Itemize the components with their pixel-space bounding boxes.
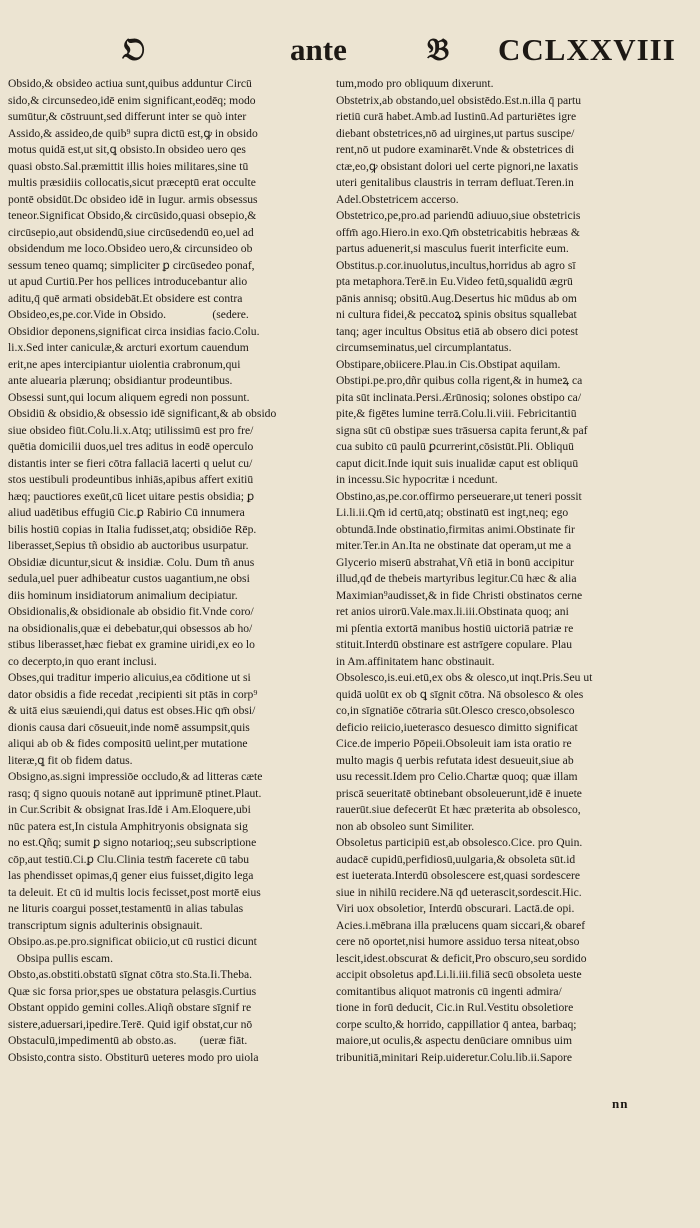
text-line: Obsipa pullis escam. [8,951,113,965]
text-line: sessum teneo quamq; simpliciter ꝑ circūsedeo ponaf, [8,258,255,272]
text-line: rasq; q̄ signo quouis notanē aut ipprimunē ptinet.Plaut. [8,786,262,800]
text-line: siue in nihilū recidere.Nā qđ ueterascit,sordescit.Hic. [336,885,582,899]
text-line: mi pſentia extortā manibus hostiū uictoriā patriæ re [336,621,574,635]
text-line: cere nō oportet,nisi humore assiduo tersa niteat,obso [336,935,580,948]
text-line: pita sūt inclinata.Persi.Ærūnosiq; solones obstipo ca/ [336,390,582,404]
text-line: signa sūt cū obstipæ sues trāsuersa capita ferunt,& paf [336,423,588,437]
text-line: Obstant oppido gemini colles.Aliqñ obstare sīgnif re [8,1001,252,1014]
text-line: quidā uolūt ex ob ꝗ sīgnit cōtra. Nā obsolesco & oles [336,687,584,701]
text-line: li.x.Sed inter caniculæ,& arcturi exortum cauendum [8,341,249,354]
text-line: est iueterata.Interdū obsolescere est,quasi sordescere [336,869,581,882]
text-line: tribunitiā,minitari Reip.uideretur.Colu.lib.ii.Sapore [336,1050,573,1064]
text-line: pānis annisq; obsitū.Aug.Desertus hic mūdus ab om [336,291,577,305]
text-line: co decerpto,in quo erant inclusi. [8,654,157,668]
text-line: uteri genitalibus claustris in terram defluat.Teren.in [336,176,574,189]
text-line: Obstetrix,ab obstando,uel obsistēdo.Est.n.illa q̄ partu [336,93,582,107]
running-head-word: ante [290,32,347,67]
text-line: aliud uadētibus effugiū Cic.ꝑ Rabirio Cū innumera [8,506,245,519]
text-line: Obsolesco,is.eui.etū,ex obs & olesco,ut inqt.Pris.Seu ut [336,671,593,684]
text-line: in incessu.Sic hypocritæ i ncedunt. [336,473,498,486]
text-line: miter.Ter.in An.Ita ne obstinate dat operam,ut me a [336,539,572,552]
text-line: co,in sīgnatiōe cōtraria sūt.Olesco cresco,obsolesco [336,704,575,717]
text-line: hæq; pauctiores exeūt,cū licet uitare pestis obsidia; ꝑ [8,489,255,503]
text-line: non ab obsoleo sunt Similiter. [336,819,475,833]
text-line: partus aduenerit,si masculus fuerit interficite eum. [336,242,569,255]
text-line: Obsoletus participiū est,ab obsolesco.Cice. pro Quin. [336,836,583,849]
text-line: Obsidionalis,& obsidionale ab obsidio fit.Vnde coro/ [8,605,254,618]
text-line: las phendisset opimas,q̄ gener eius fuisset,digito lega [8,869,254,882]
text-line: Viri uox obsoletior, Interdū obscurari. Lactā.de opi. [336,902,575,915]
ornamental-letter-right: 𝔅 [427,32,450,67]
text-line: Obsideo,es,pe.cor.Vide in Obsido. (sedere. [8,308,249,321]
text-line: multo magis q̄ uerbis refutata idest desueuit,siue ab [336,753,574,767]
text-line: lescit,idest.obscurat & deficit,Pro obscuro,seu sordido [336,951,587,965]
text-line: obtundā.Inde obstinatio,firmitas animi.Obstinate fir [336,522,575,536]
text-line: Cice.de imperio Pōpeii.Obsoleuit iam ista oratio re [336,737,572,750]
text-line: Glycerio miserū abstrahat,Vñ etiā in bonū accipitur [336,555,574,569]
text-line: sedula,uel puer adhibeatur custos uagantium,ne obsi [8,572,250,585]
text-line: cua subito cū paulū ꝑcurrerint,cōsistūt.Pli. Obliquū [336,440,574,453]
text-line: ta deleuit. Et cū id multis locis fecisset,post mortē eius [8,885,261,899]
text-line: distantis inter se fieri cōtra fallaciā lacerti q uelut cu/ [8,456,253,470]
text-line: nūc patera est,In cistula Amphitryonis obsignata sig [8,819,248,833]
ornamental-letter-left: 𝔒 [122,32,146,67]
text-line: tum,modo pro obliquum dixerunt. [336,77,494,90]
text-line: circumseminatus,uel circumplantatus. [336,341,512,354]
text-line: siue obsideo fiūt.Colu.li.x.Atq; utilissimū est pro fre/ [8,423,254,437]
text-line: Assido,& assideo,de quib⁹ supra dictū est,ꝙ in obsido [8,126,258,140]
text-line: Obsidiū & obsidio,& obsessio idē significant,& ab obsido [8,407,277,420]
text-line: stos uestibuli prodeuntibus inhiās,apibus affert exitiū [8,473,254,486]
text-line: Obstetrico,pe,pro.ad pariendū adiuuo,siue obstetricis [336,209,581,222]
text-line: na obsidionalis,quæ ei debebatur,qui obsessos ab ho/ [8,621,253,635]
text-line: illud,qđ de thebeis martyribus legitur.Cū hæc & alia [336,572,577,585]
text-line: dator obsidis a fide recedat ,recipienti sit ptās in corp⁹ [8,687,258,701]
text-line: sido,& circunsedeo,idē enim significant,eodēq; modo [8,93,256,107]
text-line: ne lituris coargui posset,testamentū in alias tabulas [8,902,244,915]
text-line: cōp,aut testiū.Ci.ꝑ Clu.Clinia testm̄ facerete cū tabu [8,852,250,866]
text-line: offm̄ ago.Hiero.in exo.Qm̄ obstetricabitis hebræas & [336,225,580,239]
text-line: stibus liberasset,hæc fiebat ex gramine uiridi,ex eo lo [8,638,255,651]
text-line: Obsidior deponens,significat circa insidias facio.Colu. [8,324,260,338]
text-line: stituit.Interdū obstinare est astrīgere copulare. Plau [336,638,572,651]
text-line: erit,ne apes intercipiantur uiolentia crabronum,qui [8,357,241,371]
text-line: Obsidiæ dicuntur,sicut & insidiæ. Colu. Dum tñ anus [8,555,255,569]
text-line: pontē obsidūt.Dc obsideo idē in Iugur. armis obsessus [8,192,258,206]
text-line: liberasset,Sepius tñ obsidio ab auctoribus usurpatur. [8,539,249,552]
text-line: Obsigno,as.signi impressiōe occludo,& ad litteras cæte [8,770,263,783]
text-line: diis hominum insidiatorum animalium decipiatur. [8,588,238,602]
text-line: aditu,q̄ quē armati obsidebāt.Et obsidere est contra [8,291,243,305]
text-line: literæ,ꝗ fit ob fidem datus. [8,753,133,767]
text-line: tanq; ager incultus Obsitus etiā ab obsero dici potest [336,324,579,338]
text-line: bilis hostiū copias in Italia fudisset,atq; obsidiōe Rēp. [8,522,257,536]
text-line: Obsisto,contra sisto. Obstiturū ueteres modo pro uiola [8,1050,259,1064]
folio-number: CCLXXVIII [498,32,676,67]
text-line: in Cur.Scribit & obsignat Iras.Idē i Am.Eloquere,ubi [8,803,251,816]
text-line: ctæ,eo,ꝙ obsistant dolori uel certe pignori,ne laxatis [336,159,579,173]
text-line: dionis causa dari cōsueuit,inde nomē assumpsit,quis [8,720,250,734]
running-head [0,32,700,72]
text-line: Li.li.ii.Qm̄ id certū,atq; obstinatū est ingt,neq; ego [336,506,569,519]
text-line: audacē cupidū,perfidiosū,uulgaria,& obsoleta sūt.id [336,852,576,866]
signature-mark: nn [612,1096,629,1111]
text-line: maiore,ut oculis,& aspectu denūciare omnibus uim [336,1034,573,1047]
text-line: Obstipi.pe.pro,dñr quibus colla rigent,& in humeꝝ ca [336,374,583,387]
text-line: Maximian⁹audisset,& in fide Christi obstinatos cerne [336,588,583,602]
text-line: Obsto,as.obstiti.obstatū sīgnat cōtra sto.Sta.Ii.Theba. [8,968,253,981]
text-line: ut apud Curtiū.Per hos pellices introducebantur alio [8,275,248,288]
text-line: diebant obstetrices,nō ad uirgines,ut partus suscipe/ [336,126,575,140]
left-text-column [8,76,345,1136]
text-line: in Am.affinitatem hanc obstinauit. [336,654,495,668]
text-line: Obses,qui traditur imperio alicuius,ea cōditione ut si [8,671,251,684]
text-line: Obstino,as,pe.cor.offirmo perseuerare,ut teneri possit [336,489,582,503]
text-line: ni cultura fidei,& peccatoꝝ spinis obsitus squallebat [336,308,577,321]
text-line: corpe sculto,& horrido, cappillatior q̄ antea, barbaq; [336,1017,577,1031]
text-line: deficio reiicio,iueterasco desuesco dimitto significat [336,720,578,734]
text-line: teneor.Significat Obsido,& circūsido,quasi obsepio,& [8,209,257,222]
text-line: multis præsidiis collocatis,sicut præceptū erat occulte [8,176,256,189]
text-line: & uitā eius sæuiendi,qui datus est obses.Hic qm̄ obsi/ [8,704,256,717]
text-line: sistere,aduersari,ipedire.Terē. Quid igif obstat,cur nō [8,1017,253,1031]
text-line: quasi obsto.Sal.præmittit illis hoies militares,sine tū [8,159,249,173]
text-line: Obstitus.p.cor.inuolutus,incultus,horridus ab agro sī [336,258,576,272]
text-line: transcriptum signis adulterinis obsignauit. [8,918,203,932]
text-line: accipit obsoletus apđ.Li.li.iii.filiā secū obsoleta ueste [336,968,582,981]
right-text-column [336,76,696,1116]
text-line: Obstaculū,impedimentū ab obsto.as. (ueræ fiāt. [8,1034,248,1047]
text-line: motus quidā est,ut sit,ꝗ obsisto.In obsideo uero qes [8,143,246,156]
text-line: rietiū curā habet.Amb.ad Iustinū.Ad parturiētes igre [336,110,577,123]
text-line: no est.Qñq; sumit ꝑ signo notarioq;,seu subscriptione [8,836,257,849]
text-line: pite,& figētes lumine terrā.Colu.li.viii. Febricitantiū [336,407,577,420]
text-line: Adel.Obstetricem accerso. [336,192,459,206]
text-line: caput dicit.Inde iquit suis inualidæ caput est obliquū [336,456,579,470]
text-line: rauerūt.siue defecerūt Et hæc præterita ab obsolesco, [336,803,581,816]
text-line: Obsipo.as.pe.pro.significat obiicio,ut cū rustici dicunt [8,935,257,948]
text-line: aliqui ab ob & fides compositū uelint,per mutatione [8,737,248,750]
text-line: sumūtur,& cōstruunt,sed differunt inter se quò inter [8,110,247,123]
text-line: Acies.i.mēbrana illa prælucens quam siccari,& obaref [336,918,586,932]
text-line: Obsessi sunt,qui locum aliquem egredi non possunt. [8,390,250,404]
text-line: comitantibus aliquot matronis cū ingenti admira/ [336,984,562,998]
text-line: quētia domicilii duos,uel tres aditus in eodē operculo [8,440,254,453]
text-line: Obsido,& obsideo actiua sunt,quibus adduntur Circū [8,77,252,90]
text-line: ante aluearia plærunq; obsidiantur prodeuntibus. [8,374,233,387]
text-line: pta metaphora.Terē.in Eu.Video fetū,squalidū ægrū [336,275,573,288]
text-line: Obstipare,obiicere.Plau.in Cis.Obstipat aquilam. [336,357,561,371]
text-line: usu recessit.Idem pro Celio.Chartæ quoq; quæ illam [336,770,578,783]
text-line: rent,nō ut pudore examinarēt.Vnde & obstetrices di [336,143,575,156]
text-line: obsidendum me loco.Obsideo uero,& circunsideo ob [8,242,253,255]
text-line: ret anios uirorū.Vale.max.li.iii.Obstinata quoq; ani [336,605,569,618]
text-line: circūsepio,aut obsidendū,siue circūsedendū eo,uel ad [8,225,254,239]
text-line: priscā seueritatē obtinebant obsoleuerunt,idē ē inuete [336,786,582,800]
text-line: tione in forū deducit, Cic.in Rul.Vestitu obsoletiore [336,1001,574,1014]
text-line: Quæ sic forsa prior,spes ue obstatura pelasgis.Curtius [8,984,257,998]
